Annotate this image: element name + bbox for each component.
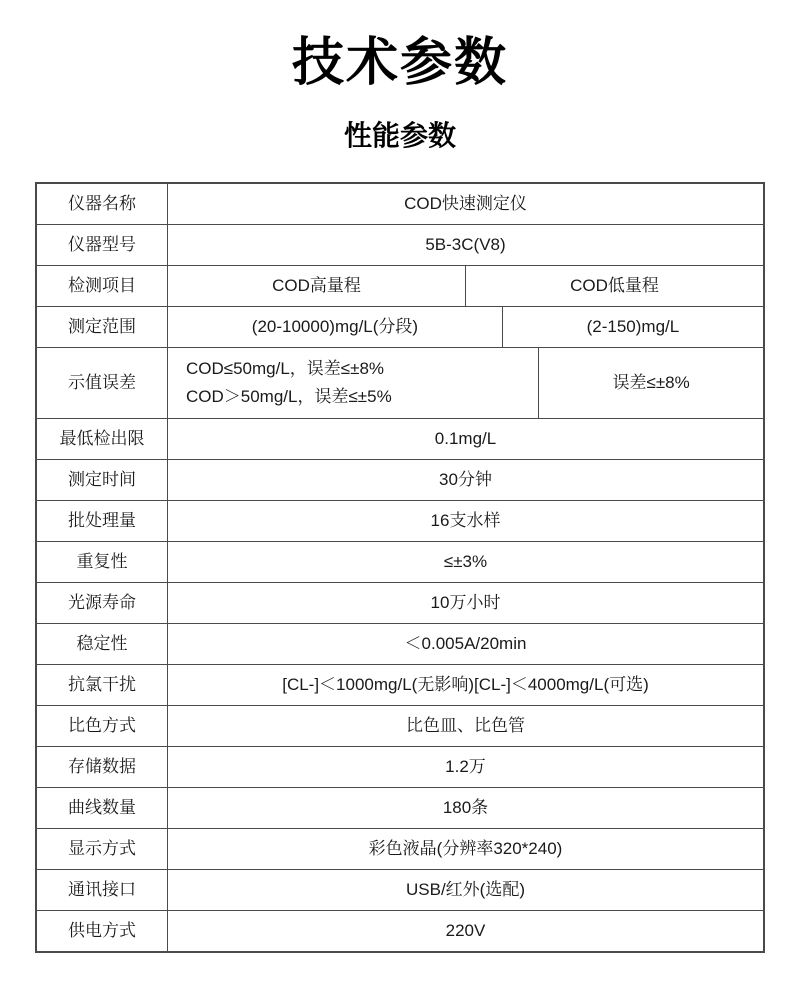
- row-value-right: 误差≤±8%: [612, 373, 690, 393]
- table-row: [37, 582, 763, 623]
- row-value: 180条: [442, 798, 489, 818]
- row-label: 示值误差: [37, 348, 168, 418]
- section-subtitle: 性能参数: [343, 119, 456, 151]
- row-value: 10万小时: [430, 593, 501, 613]
- row-value-left: COD高量程: [168, 266, 466, 306]
- table-row: [37, 265, 763, 306]
- table-row: [37, 787, 763, 828]
- row-label: 供电方式: [37, 911, 168, 951]
- row-value-right: (2-150)mg/L: [586, 317, 680, 337]
- row-value: ＜0.005A/20min: [404, 634, 527, 654]
- row-label: 测定时间: [37, 460, 168, 500]
- table-row: [37, 306, 763, 347]
- row-value: 1.2万: [445, 757, 486, 777]
- row-label: 重复性: [37, 542, 168, 582]
- row-value: 16支水样: [430, 511, 501, 531]
- table-row: [37, 746, 763, 787]
- table-row: [37, 910, 763, 951]
- row-value: 220V: [445, 921, 486, 941]
- row-value: 5B-3C(V8): [425, 235, 506, 255]
- row-value-left: [168, 348, 539, 418]
- row-value-right: COD低量程: [570, 276, 659, 296]
- row-value: 0.1mg/L: [434, 429, 497, 449]
- row-label: 仪器名称: [37, 184, 168, 224]
- row-value-left: (20-10000)mg/L(分段): [168, 307, 503, 347]
- row-label: 存储数据: [37, 747, 168, 787]
- table-row: [37, 459, 763, 500]
- table-row: [37, 500, 763, 541]
- table-row: [37, 828, 763, 869]
- table-row: [37, 184, 763, 224]
- row-label: 通讯接口: [37, 870, 168, 910]
- table-row: [37, 869, 763, 910]
- table-row: [37, 541, 763, 582]
- table-row: [37, 705, 763, 746]
- spec-table: [35, 182, 765, 953]
- row-label: 最低检出限: [37, 419, 168, 459]
- table-row: [37, 418, 763, 459]
- value-line: COD≤50mg/L，误差≤±8%: [186, 359, 385, 379]
- row-label: 检测项目: [37, 266, 168, 306]
- value-line: COD＞50mg/L，误差≤±5%: [186, 387, 392, 407]
- row-label: 测定范围: [37, 307, 168, 347]
- table-row: [37, 664, 763, 705]
- row-value: USB/红外(选配): [406, 880, 525, 900]
- row-label: 曲线数量: [37, 788, 168, 828]
- row-label: 批处理量: [37, 501, 168, 541]
- row-value: ≤±3%: [443, 552, 488, 572]
- page-title: 技术参数: [291, 34, 508, 92]
- row-value: 彩色液晶(分辨率320*240): [368, 839, 563, 859]
- row-label: 光源寿命: [37, 583, 168, 623]
- row-label: 显示方式: [37, 829, 168, 869]
- row-value: COD快速测定仪: [404, 194, 527, 214]
- table-row: [37, 224, 763, 265]
- row-label: 比色方式: [37, 706, 168, 746]
- row-value: 比色皿、比色管: [406, 716, 525, 736]
- table-row: [37, 623, 763, 664]
- row-value: 30分钟: [439, 470, 492, 490]
- row-label: 稳定性: [37, 624, 168, 664]
- row-label: 仪器型号: [37, 225, 168, 265]
- row-value: [CL-]＜1000mg/L(无影响)[CL-]＜4000mg/L(可选): [282, 675, 649, 695]
- row-label: 抗氯干扰: [37, 665, 168, 705]
- table-row: [37, 347, 763, 418]
